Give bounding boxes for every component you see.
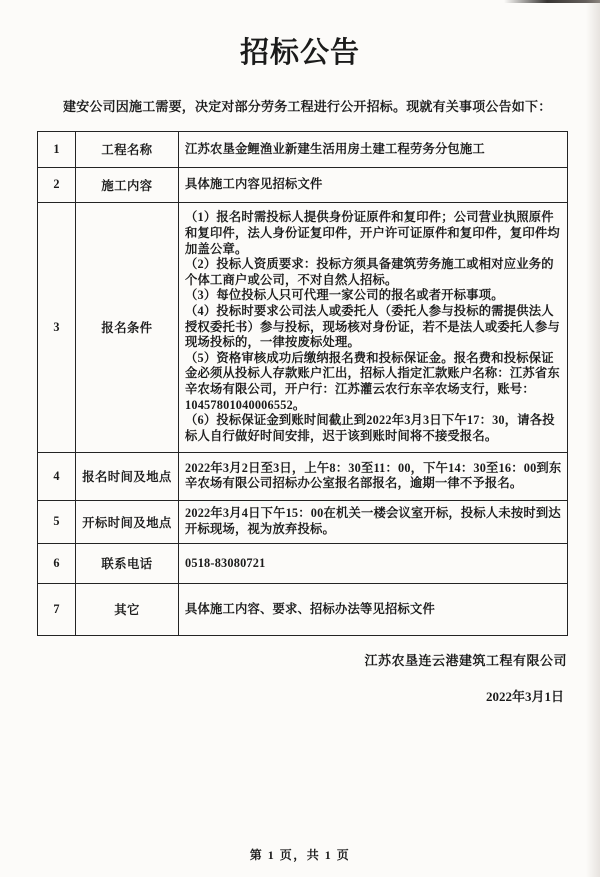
row-number: 2 [38,167,76,202]
content-paragraph: 2022年3月4日下午15：00在机关一楼会议室开标，投标人未按时到达开标现场，视为放弃投标。 [185,506,561,536]
content-paragraph: （5）资格审核成功后缴纳报名费和投标保证金。报名费和投标保证金必须从投标人存款账户汇出，招标人指定汇款账户名称：江苏省东辛农场有限公司，开户行：江苏灌云农行东辛农场支行，账号：10457801040006552。 [185,350,560,412]
content-paragraph: 具体施工内容见招标文件 [185,177,323,192]
table-row [38,583,568,635]
row-number: 5 [38,500,76,543]
signature-company: 江苏农垦连云港建筑工程有限公司 [364,652,567,668]
row-number: 7 [38,583,76,635]
row-label: 开标时间及地点 [76,500,179,543]
scan-artifact-right-shadow [586,0,600,877]
table-row [38,452,568,500]
page-indicator: 第 1 页，共 1 页 [249,848,351,862]
content-paragraph: 2022年3月2日至3日，上午8：30至11：00，下午14：30至16：00到东辛农场有限公司招标办公室报名部报名，逾期一律不予报名。 [185,460,562,491]
table-row [38,543,568,583]
content-paragraph: 具体施工内容、要求、招标办法等见招标文件 [185,601,435,616]
row-label: 报名条件 [76,202,179,452]
row-content [179,131,568,167]
row-label: 工程名称 [76,131,179,167]
row-number: 3 [38,202,76,452]
row-label: 报名时间及地点 [76,452,179,500]
table-row [38,131,568,167]
row-number: 4 [38,452,76,500]
announcement-table [37,131,568,636]
row-number: 1 [38,131,76,167]
content-paragraph: 0518-83080721 [185,555,266,570]
row-label: 其它 [76,583,179,635]
document-title: 招标公告 [239,37,360,69]
intro-paragraph: 建安公司因施工需要，决定对部分劳务工程进行公开招标。现就有关事项公告如下： [63,99,552,114]
table-row [38,202,568,452]
scan-artifact-top-streak [504,0,600,3]
table-row [38,167,568,202]
signature-date: 2022年3月1日 [485,688,564,704]
row-number: 6 [38,543,76,583]
row-label: 联系电话 [76,543,179,583]
row-content [179,583,568,635]
row-content [179,167,568,202]
content-paragraph: 江苏农垦金鲤渔业新建生活用房土建工程劳务分包施工 [185,141,485,156]
row-content [179,543,568,583]
row-content [179,202,568,452]
content-paragraph: （4）投标时要求公司法人或委托人（委托人参与投标的需提供法人授权委托书）参与投标，现场核对身份证，若不是法人或委托人参与现场投标的，一律按废标处理。 [185,303,560,350]
content-paragraph: （2）投标人资质要求：投标方须具备建筑劳务施工或相对应业务的个体工商户或公司，不对自然人招标。 [185,257,554,287]
table-row [38,500,568,543]
content-paragraph: （3）每位投标人只可代理一家公司的报名或者开标事项。 [185,288,504,303]
content-paragraph: （1）报名时需投标人提供身份证原件和复印件；公司营业执照原件和复印件，法人身份证复印件，开户许可证原件和复印件，复印件均加盖公章。 [185,210,560,256]
row-content [179,500,568,543]
content-paragraph: （6）投标保证金到账时间截止到2022年3月3日下午17：30，请各投标人自行做好时间安排，迟于该到账时间将不接受报名。 [185,413,555,443]
row-content [179,452,568,500]
row-label: 施工内容 [76,167,179,202]
